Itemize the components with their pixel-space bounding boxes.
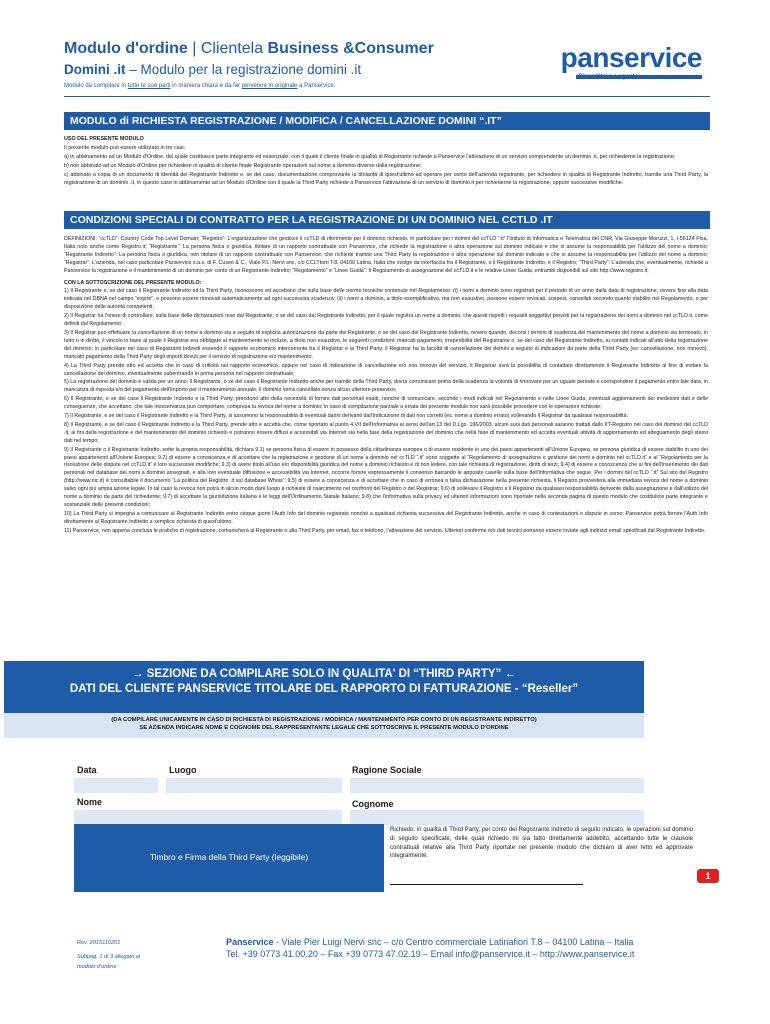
definitions: DEFINIZIONI: “ccTLD”: Country Code Top Level Domain; “Registro”: L'organizzazione che gestisce il ccTLD di riferimento per il dominio richiesto. In particolare per i domini del ccTLD “.it” l'Istituto di Informatica e Telematica del CNR, Via Giuseppe Moruzzi, 1, I-56124 Pisa, Italia noto anche come Registro.it; “Registrante”: La persona fisica o giuridica, titolare di un rapporto contrattuale con Panservice, che richiede la registrazione o altra operazione sul dominio indicato e che si assume la responsabilità per l'utilizzo del nome a dominio; “Registrante Indiretto”: La persona fisica o giuridica, non titolare di un rapporto contrattuale con Panservice, che richiede tramite una Third Party la registrazione o altra operazione sul dominio indicato e che si assume la responsabilità per l'utilizzo del nome a dominio; “Registrar”: L'azienda, nel caso particolare Panservice s.a.s. di F. Cuseo & C., Viale P.L. Nervi snc, c/o CCLTtorri T.8, 04100 Latina, Italia che svolge da interfaccia fra il Registrante, o il Registrante Indiretto, e il Registro; “Third Party”: L'azienda che, eventualmente, richiede a Panservice la registrazione o il mantenimento di un dominio per conto di un Registrante Indiretto; “Regolamento” e “Linee Guida”: Il Regolamento di assegnazione del ccTLD.it e le relative Linee Guida, entrambi disponibili sul sito http://www.registro.it; (64, 236, 708, 274)
footer-company: Panservice (226, 937, 274, 947)
third-party-line-1: → SEZIONE DA COMPILARE SOLO IN QUALITA' DI “THIRD PARTY” ← (132, 668, 516, 680)
clause: 4) La Third Party prende atto ed accetta che in caso di criticità nel rapporto economico, oppure nel caso di indicazione di cancellazione e/o non rinnovo del servizio, il Registrar avrà la possibilità di contattare direttamente il Registrante Indiretto al fine di evitare la cancellazione del dominio, eventualmente subentrando in prima persona nel rapporto contrattuale; (64, 362, 708, 377)
third-party-note (4, 713, 644, 738)
footer-revision (77, 938, 140, 972)
subtitle-rest: – Modulo per la registrazione domini .it (125, 62, 362, 77)
ragione-sociale-field[interactable] (350, 778, 644, 793)
data-field[interactable] (74, 778, 158, 793)
signature-line (390, 884, 583, 885)
panservice-logo: panservice (560, 42, 702, 73)
subpage-line-2: modulo d'ordine (77, 964, 117, 970)
subtitle-bold: Domini .it (64, 62, 126, 77)
use-line: a) in abbinamento ad un Modulo d'Ordine, del quale costituisce parte integrante ed essenziale, con il quale il cliente finale in qualità di Registrante richiede a Panservice l'attivazione di un servizio comprendente un dominio .it, per richiederne la registrazione; (64, 154, 676, 161)
footer-contacts (226, 936, 634, 960)
third-party-line-2: DATI DEL CLIENTE PANSERVICE TITOLARE DEL RAPPORTO DI FATTURAZIONE - “Reseller” (69, 683, 579, 695)
clause: 11) Panservice, non appena conclusa le pratiche di registrazione, comunicherà al Registrante o alla Third Party, per email, fax o telefono, l'attivazione del servizio. Ulteriori conferme e/o dati tecnici potranno essere inviate agli indirizzi email specificati dal Registrante Indiretto. (64, 527, 706, 534)
footer-address: - Viale Pier Luigi Nervi snc – c/o Centro commerciale Latinafiori T.8 – 04100 Latina – Italia (273, 937, 634, 947)
cognome-field[interactable] (350, 810, 644, 825)
footer-contact-line: Tel. +39 0773 41.00.20 – Fax +39 0773 47.02.19 – Email info@panservice.it – http://www.panservice.it (226, 949, 635, 959)
clause: 1) Il Registrante e, se del caso il Registrante Indiretto ed la Third Party, riconoscono ed accettano che sulla base delle norme tecniche contenute nel Regolamento: (i) i nomi a dominio sono registrati per il periodo di un anno dalla data di registrazione, ovvero fino alla data indicata nel DBNA nel campo “expire”, e possono essere rinnovati automaticamente ad ogni successiva scadenza; (ii) i nomi a dominio, a titolo esemplificativo, ma non esaustivo, possono essere revocati, sospesi, cancellati secondo quanto stabilito nel Regolamento, o per disposizione delle autorità competenti; (64, 288, 708, 311)
luogo-label: Luogo (169, 765, 197, 775)
stamp-signature-box[interactable] (74, 824, 384, 892)
section-2-body (64, 236, 708, 537)
clauses-heading: CON LA SOTTOSCRIZIONE DEL PRESENTE MODULO: (64, 279, 202, 286)
clause: 5) La registrazione del dominio è valida per un anno; il Registrante, o se del caso il Registrante Indiretto anche per tramite della Third Party, dovrà comunicare prima della scadenza la volontà di rinnovare per un uguale periodo e corrispondere il pagamento entro tale data; in mancanza di risposta e/o del pagamento dell'importo per il mantenimento annuale, il dominio verrà cancellato senza alcun ulteriore preavviso; (64, 379, 708, 394)
revision-number: Rev. 2015110201 (77, 940, 121, 946)
section-1-body (64, 135, 708, 189)
use-line: Il presente modulo può essere utilizzato in tre casi: (64, 145, 186, 152)
title-sep: | Clientela (187, 40, 268, 57)
third-party-declaration: Richiedo, in qualità di Third Party, per conto del Registrante Indiretto di seguito indicato, le operazioni sul dominio di seguito specificate, delle quali richiedo mi sia fatto direttamente addebito, accettando tutte le clausole contrattuali relative alla Third Party riportate nel presente modulo che dichiaro di aver letto ed approvare integralmente. (390, 827, 693, 860)
luogo-field[interactable] (166, 778, 342, 793)
subpage-line-1: Subpag. 1 di 3 allegato al (77, 954, 141, 960)
clause: 9) Il Registrante o il Registrante Indiretto, sotto la propria responsabilità, dichiara 9.1) se persona fisica di essere in possesso della cittadinanza europea o di essere residente in uno dei paesi appartenenti all'Unione Europea, se persona giuridica di essere stabilito in uno dei paesi appartenenti all'Unione Europea; 9.2) di essere a conoscenza e di accettare che la registrazione e gestione di un nome a dominio nel ccTLD “.it” sono soggette al “Regolamento di assegnazione e gestione dei nomi a dominio nel ccTLD.it” e al “Regolamento per la risoluzione delle dispute nel ccTLD.it” e loro successive modifiche; 9.3) di avere titolo all'uso e/o disponibilità giuridica del nome a dominio richiesto e di non ledere, con tale richiesta di registrazione, diritti di terzi; 9.4) di essere a conoscenza che ai fini dell'inserimento dei dati personali nel database dei nomi a dominio assegnati, e alla loro eventuale diffusione e accessibilità via Internet, occorre fornire espressamente il consenso barrando le apposite caselle sulla base dell'informativa che segue. Per i domini del ccTLD “.it” Sul sito del Registro (http://www.nic.it) è consultabile il documento “La politica del Registro .it sul database Whois”; 9.5) di essere a conoscenza e di accettare che in caso di erronea o falsa dichiarazione nella presente richiesta, il Registro provvederà alla immediata revoca del nome a dominio salvo ogni più ampia azione legale. In tal caso la revoca non potrà in alcun modo dare luogo a richieste di risarcimento nei confronti del Registro o del Registrar; 9.6) di sollevare il Registro e il Registrar da qualsiasi responsabilità derivante dalla assegnazione e dall'utilizzo del nome a dominio da parte del richiedente; 9.7) di accettare la giurisdizione italiana e le leggi dell'Ordinamento Statale Italiano; 9.8) che l'informativa sulla privacy ed ulteriori informazioni sono riportate nella seconda pagina di questo modulo che costituisce parte integrante e sostanziale delle presenti condizioni; (64, 446, 708, 508)
clause: 3) Il Registrar può effettuare la cancellazione di un nome a dominio sia a seguito di esplicita autorizzazione da parte del Registrante, o se del caso del Registrante Indiretto, ovvero quando, decorsi i termini di scadenza del mantenimento del nome a dominio sia terminato, in tutto o in diritto, il vincolo in base al quale il Registrar era obbligato al mantenimento ivi incluse, a titolo non esaustivo, le seguenti condizioni: mancati pagamenti, irreperibilità del Registrante o, se del caso del Registrante Indiretto, ai contatti indicati all'atto della registrazione del dominio; in particolare nel caso di Registranti Indiretti essendo il rapporto economico intercorrente fra il Registrar e la Third Party, il Registrar ha la facoltà di cancellazione dei domini a seguito di indicazioni da parte della Third Party (es: cancellazione, non rinnovo), mancato pagamento della Third Party degli importi dovuti per il servizio di registrazione e/o mantenimento. (64, 329, 708, 360)
third-party-note-2: SE AZIENDA INDICARE NOME E COGNOME DEL RAPPRESENTANTE LEGALE CHE SOTTOSCRIVE IL PRESENTE MODULO D'ORDINE (139, 725, 509, 731)
header-divider (64, 96, 710, 97)
document-page (64, 40, 710, 534)
title-end: Business &Consumer (267, 40, 434, 57)
section-1-title: MODULO di RICHIESTA REGISTRAZIONE / MODIFICA / CANCELLAZIONE DOMINI “.IT” (64, 112, 710, 130)
nome-label: Nome (77, 797, 103, 807)
clause: 6) Il Registrante, e se del caso il Registrante Indiretto e la Third Party, prendono atto della necessità di fornire dati personali esatti, nonché di comunicare, secondo i modi indicati nel Regolamento e nelle Linee Guida, eventuali aggiornamenti dei medesimi dati e delle conseguenze, che accettano, che tale inosservanza può comportare, compresa la revoca del nome a dominio; in caso di compilazione parziale o errata del presente modulo non sarà possibile procedere con le operazioni richieste; (64, 396, 708, 411)
stamp-label: Timbro e Firma della Third Party (leggibile) (149, 852, 309, 862)
clause: 7) Il Registrante, e se del caso il Registrante Indiretto e la Third Party, si assumono la responsabilità di eventuali danni derivanti dall'indicazione di dati non corretti (es. nome a dominio errato) sollevando il Registrar da qualsiasi responsabilità; (64, 413, 629, 420)
form-note: Modulo da compilare in tutte le sue parti in maniera chiara e da far pervenire in originale a Panservice. (64, 83, 336, 89)
use-line: b) non abbinato ad un Modulo d'Ordine per richiedere in qualità di cliente finale Registrante operazioni sul nome a dominio diverse dalla registrazione; (64, 163, 422, 170)
clause: 10) La Third Party si impegna a comunicare al Registrante Indiretto entro cinque giorni l'Auth Info del dominio registrato nonché a qualsiasi richiesta successiva del Registrante Indiretto, anche in caso di contestazioni o dispute in corso; Panservice potrà fornire l'Auth Info direttamente al Registrante Indiretto a semplice richiesta di quest'ultimo. (64, 510, 708, 525)
third-party-section-header (4, 661, 644, 713)
section-2-title: CONDIZIONI SPECIALI DI CONTRATTO PER LA REGISTRAZIONE DI UN DOMINIO NEL CCTLD .IT (64, 211, 710, 229)
nome-field[interactable] (74, 810, 342, 825)
third-party-note-1: (DA COMPILARE UNICAMENTE IN CASO DI RICHIESTA DI REGISTRAZIONE / MODIFICA / MANTENIMENTO PER CONTO DI UN REGISTRANTE INDIRETTO) (111, 717, 537, 723)
use-line: c) abbinato a copia di un documento di identità del Registrante Indiretto e, se del caso, documentazione comprovante la titolarità di quest'ultimo ad operare per conto dell'azienda registrante, per richiedere in qualità di Registrante Indiretto, tramite una Third Party, la registrazione di un dominio .it, in questo caso in abbinamento ad un Modulo d'Ordine con il quale la Third Party richiede a Panservice l'attivazione di un servizio di dominio.it per richiederne la registrazione, oppure successive modifiche. (64, 172, 708, 187)
reseller-label: Rivenditore o agente: (578, 74, 640, 80)
cognome-label: Cognome (352, 799, 394, 809)
title-bold: Modulo d'ordine (64, 40, 188, 57)
clause: 2) Il Registrar ha l'onere di controllare, sulla base delle dichiarazioni rese dal Registrante, o se del caso dal Registrante Indiretto, per il quale registra un nome a dominio, che questi rispetti i requisiti soggettivi previsti per la registrazione dei nomi a dominio nel ccTLD.it, come definiti dal Regolamento; (64, 313, 708, 328)
page-number-badge: 1 (697, 869, 719, 883)
use-heading: USO DEL PRESENTE MODULO (64, 136, 144, 142)
data-label: Data (77, 765, 97, 775)
clause: 8) Il Registrante, e se del caso il Registrante Indiretto e la Third Party, prende atto e accetta che, come riportato al punto 4.VII dell'Informativa ai sensi dell'art.13 del D.Lgs. 196/2003, alcuni suoi dati personali saranno trattati dallo IIT-Registro nel caso del dominio del ccTLD .it, ai fini della registrazione e del mantenimento del dominio richiesto e potranno essere diffusi e accessibili via Internet sia nella fase della registrazione del dominio che nella fase di mantenimento ed accetta eventuali attività di aggiornamento ed adeguamento degli stessi dati nel tempo; (64, 421, 708, 444)
ragione-sociale-label: Ragione Sociale (352, 765, 422, 775)
